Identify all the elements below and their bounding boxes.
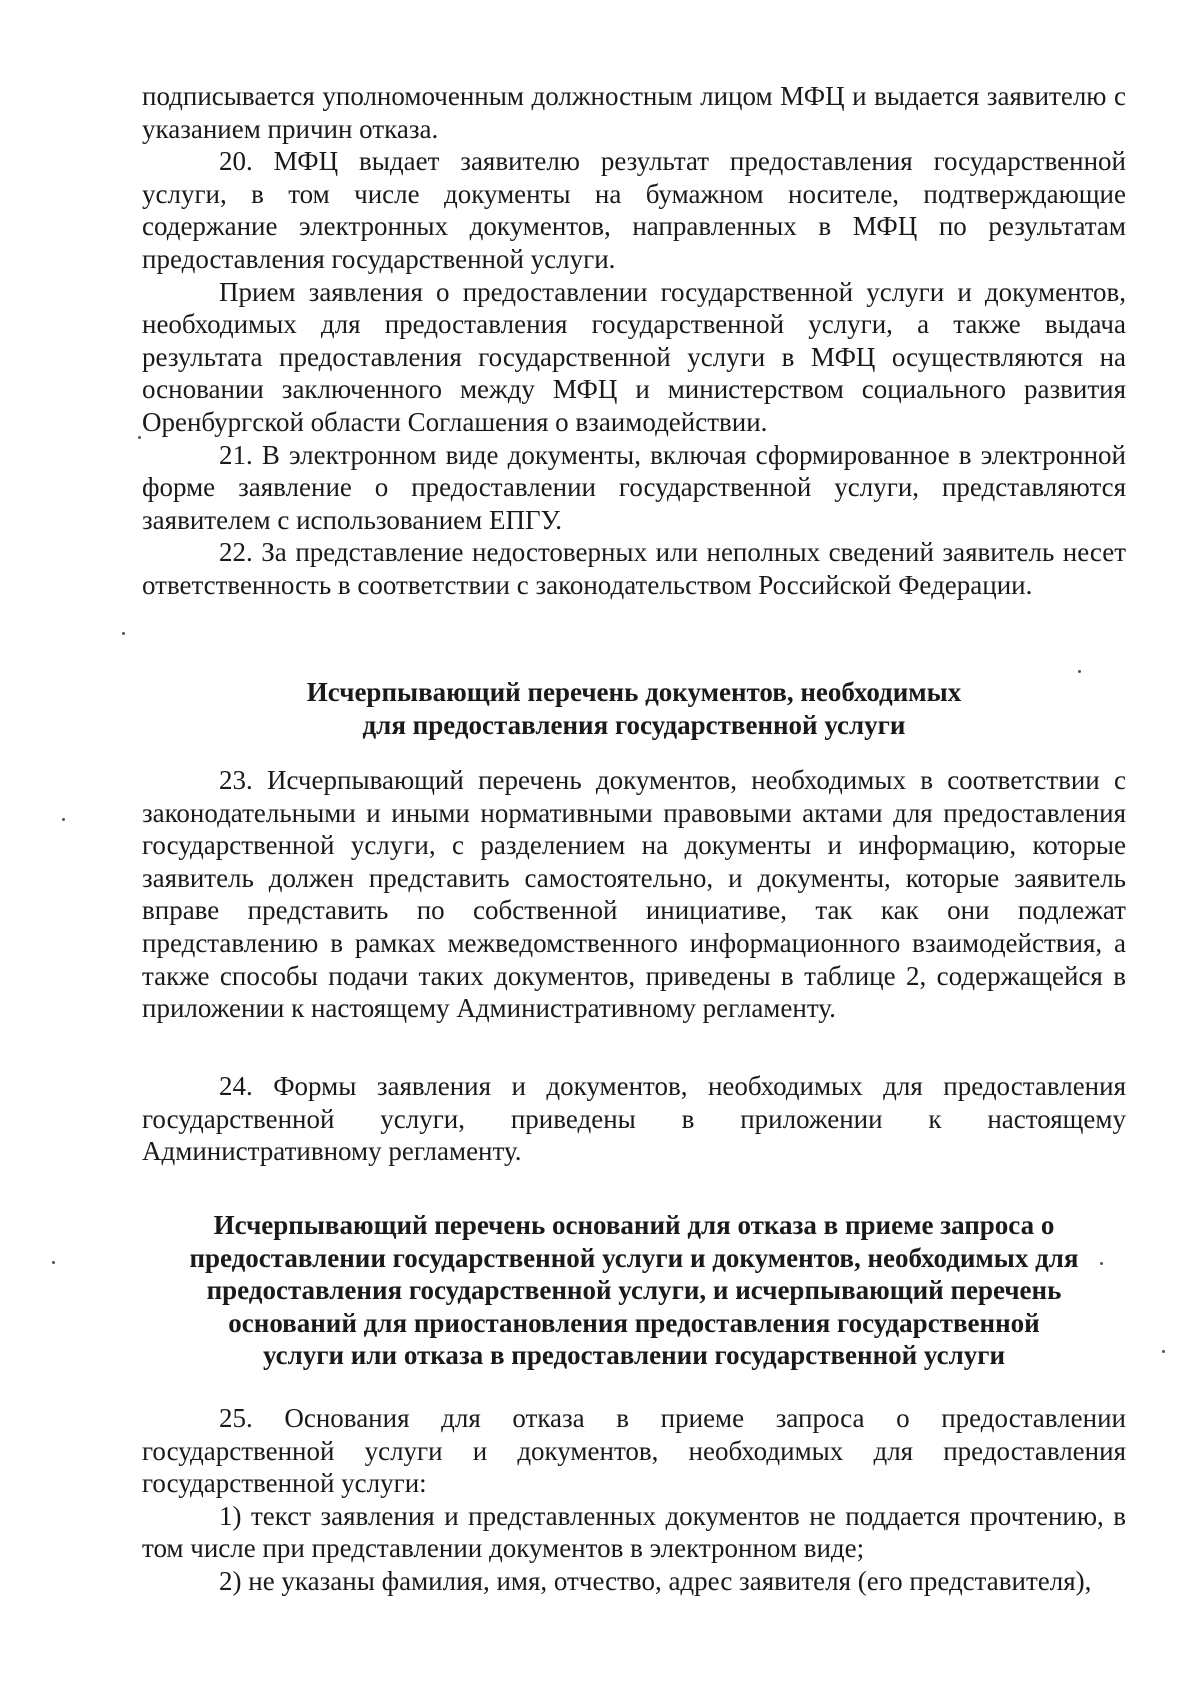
scan-speck: [62, 818, 65, 821]
paragraph-25-item-2: 2) не указаны фамилия, имя, отчество, адрес заявителя (его представителя),: [219, 1565, 1092, 1596]
paragraph-23: 23. Исчерпывающий перечень документов, необходимых в соответствии с законодательными и иными нормативными правовыми актами для предоставления государственной услуги, с разделением на документы и информацию, которые заявитель должен представить самостоятельно, и документы, которые заявитель вправе представить по собственной инициативе, так как они подлежат представлению в рамках межведомственного информационного взаимодействия, а также способы подачи таких документов, приведены в таблице 2, содержащейся в приложении к настоящему Административному регламенту.: [142, 765, 1126, 1024]
text-block-top: [142, 80, 1126, 602]
scan-speck: [1078, 670, 1081, 673]
paragraph-24: 24. Формы заявления и документов, необходимых для предоставления государственной услуги, приведены в приложении к настоящему Административному регламенту.: [142, 1071, 1126, 1167]
heading-line: услуги или отказа в предоставлении государственной услуги: [262, 1340, 1006, 1371]
heading-line: Исчерпывающий перечень документов, необходимых: [306, 677, 962, 707]
scan-speck: [1100, 1262, 1103, 1265]
paragraph-25-item-1: 1) текст заявления и представленных документов не поддается прочтению, в том числе при представлении документов в электронном виде;: [142, 1500, 1126, 1564]
text-block-25: [142, 1402, 1126, 1598]
scan-speck: [1162, 1350, 1165, 1353]
heading-line: Исчерпывающий перечень оснований для отказа в приеме запроса о: [213, 1210, 1055, 1240]
section-heading-refusal-grounds: [142, 1209, 1126, 1372]
heading-line: оснований для приостановления предоставления государственной: [228, 1307, 1040, 1338]
paragraph-20: 20. МФЦ выдает заявителю результат предоставления государственной услуги, в том числе документы на бумажном носителе, подтверждающие содержание электронных документов, направленных в МФЦ по результатам предоставления государственной услуги.: [142, 146, 1126, 274]
paragraph-21: 21. В электронном виде документы, включая сформированное в электронной форме заявление о предоставлении государственной услуги, представляются заявителем с использованием ЕПГУ.: [142, 439, 1126, 535]
text-block-24: [142, 1070, 1126, 1168]
text-block-23: [142, 764, 1126, 1025]
paragraph-20-reception: Прием заявления о предоставлении государственной услуги и документов, необходимых для предоставления государственной услуги, а также выдача результата предоставления государственной услуги в МФЦ осуществляются на основании заключенного между МФЦ и министерством социального развития Оренбургской области Соглашения о взаимодействии.: [142, 276, 1126, 437]
scan-speck: [52, 1261, 55, 1264]
section-heading-documents: [142, 676, 1126, 741]
paragraph-22: 22. За представление недостоверных или неполных сведений заявитель несет ответственность в соответствии с законодательством Российской Федерации.: [142, 537, 1126, 600]
heading-line: для предоставления государственной услуги: [362, 709, 906, 740]
scan-speck: [122, 632, 125, 635]
scan-speck: [138, 436, 141, 439]
paragraph-continuation: подписывается уполномоченным должностным лицом МФЦ и выдается заявителю с указанием причин отказа.: [142, 81, 1126, 144]
heading-line: предоставления государственной услуги, и исчерпывающий перечень: [206, 1275, 1062, 1306]
heading-line: предоставлении государственной услуги и документов, необходимых для: [189, 1242, 1079, 1273]
paragraph-25: 25. Основания для отказа в приеме запроса о предоставлении государственной услуги и документов, необходимых для предоставления государственной услуги:: [142, 1403, 1126, 1499]
